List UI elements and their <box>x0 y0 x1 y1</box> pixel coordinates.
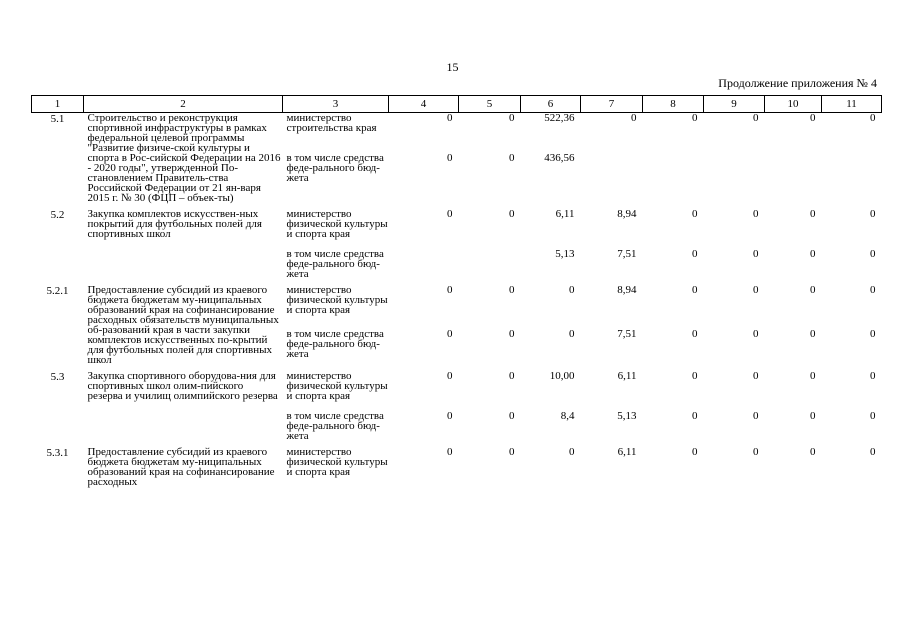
value-cell: 0 <box>509 446 515 458</box>
table-header-row <box>32 96 882 113</box>
column-header: 7 <box>581 96 643 113</box>
column-header: 10 <box>765 96 822 113</box>
value-cell: 0 <box>753 446 759 458</box>
value-cell: 0 <box>870 284 876 296</box>
table-body <box>32 113 882 488</box>
value-cell: 0 <box>810 208 816 220</box>
value-cell: 0 <box>753 410 759 422</box>
value-cell: 0 <box>810 370 816 382</box>
value-cell: 5,13 <box>617 410 637 422</box>
table-row <box>32 285 882 319</box>
value-cell: 0 <box>447 370 453 382</box>
column-header: 6 <box>521 96 581 113</box>
row-number: 5.3 <box>50 371 65 383</box>
row-number: 5.3.1 <box>46 447 69 459</box>
activity-name: Строительство и реконструкция спортивной инфраструктуры в рамках федеральной целевой программы "Развитие физиче-ской культуры и спорта в Рос-сийской Федерации на 2016 - 2020 годы", утвержденной По-становлением Правитель-ства Российской Федерации от 21 ян-варя 2015 г. № 30 (ФЦП – объек-ты) <box>87 112 281 204</box>
value-cell <box>765 143 822 203</box>
value-cell: 0 <box>870 112 876 124</box>
value-cell: 0 <box>509 328 515 341</box>
value-cell: 0 <box>447 112 453 124</box>
value-cell: 0 <box>509 370 515 382</box>
value-cell <box>459 239 521 279</box>
column-header: 5 <box>459 96 521 113</box>
value-cell: 0 <box>447 284 453 296</box>
value-cell: 0 <box>509 284 515 296</box>
value-cell: 0 <box>447 446 453 458</box>
value-cell: 436,56 <box>544 152 575 165</box>
value-cell: 0 <box>692 284 698 296</box>
value-cell: 8,4 <box>560 410 575 422</box>
value-cell: 8,94 <box>617 208 637 220</box>
value-cell: 0 <box>870 370 876 382</box>
value-cell: 522,36 <box>544 112 575 124</box>
executor-cell: министерство строительства края <box>286 112 377 134</box>
row-number: 5.2.1 <box>46 285 69 297</box>
value-cell: 0 <box>870 328 876 341</box>
column-header: 3 <box>283 96 389 113</box>
activity-name: Закупка спортивного оборудова-ния для спортивных школ олим-пийского резерва и училищ олимпийского резерва <box>87 370 278 402</box>
value-cell: 0 <box>753 328 759 341</box>
value-cell: 0 <box>692 370 698 382</box>
value-cell: 0 <box>753 248 759 260</box>
value-cell: 0 <box>692 248 698 260</box>
column-header: 11 <box>822 96 882 113</box>
value-cell <box>704 143 765 203</box>
page-number: 15 <box>446 60 459 74</box>
executor-cell: в том числе средства феде-рального бюд-жета <box>286 328 384 361</box>
value-cell: 10,00 <box>549 370 575 382</box>
value-cell: 0 <box>753 370 759 382</box>
value-cell: 0 <box>810 284 816 296</box>
value-cell: 0 <box>753 208 759 220</box>
value-cell: 0 <box>692 328 698 341</box>
value-cell: 8,94 <box>617 284 637 296</box>
value-cell: 7,51 <box>617 328 637 341</box>
value-cell: 0 <box>509 208 515 220</box>
value-cell: 0 <box>692 410 698 422</box>
table-row <box>32 113 882 144</box>
row-number: 5.2 <box>50 209 65 221</box>
column-header: 4 <box>389 96 459 113</box>
value-cell: 0 <box>810 248 816 260</box>
row-number: 5.1 <box>50 113 65 125</box>
value-cell: 0 <box>447 208 453 220</box>
column-header: 9 <box>704 96 765 113</box>
budget-table <box>31 95 882 487</box>
value-cell: 0 <box>692 208 698 220</box>
value-cell: 0 <box>810 410 816 422</box>
executor-cell: министерство физической культуры и спорта края <box>286 208 388 240</box>
column-header: 8 <box>643 96 704 113</box>
value-cell: 0 <box>753 284 759 296</box>
column-header: 1 <box>32 96 84 113</box>
table-row <box>32 371 882 401</box>
value-cell: 0 <box>509 410 515 422</box>
column-header: 2 <box>84 96 283 113</box>
value-cell <box>822 143 882 203</box>
value-cell <box>643 143 704 203</box>
value-cell: 0 <box>870 208 876 220</box>
executor-cell: в том числе средства феде-рального бюд-жета <box>286 248 384 280</box>
table-row <box>32 447 882 487</box>
activity-name: Предоставление субсидий из краевого бюджета бюджетам му-ниципальных образований края на софинансирование расходных <box>87 446 275 488</box>
value-cell: 0 <box>569 284 575 296</box>
value-cell: 0 <box>810 328 816 341</box>
value-cell: 0 <box>753 112 759 124</box>
value-cell: 6,11 <box>617 446 637 458</box>
table-row <box>32 209 882 239</box>
value-cell: 0 <box>509 152 515 165</box>
appendix-continuation-label: Продолжение приложения № 4 <box>718 76 877 90</box>
value-cell: 0 <box>870 248 876 260</box>
value-cell: 5,13 <box>555 248 575 260</box>
value-cell: 6,11 <box>617 370 637 382</box>
value-cell: 0 <box>447 152 453 165</box>
value-cell: 0 <box>447 328 453 341</box>
value-cell: 0 <box>631 112 637 124</box>
value-cell: 0 <box>692 446 698 458</box>
value-cell <box>389 239 459 279</box>
value-cell: 6,11 <box>555 208 575 220</box>
value-cell: 0 <box>870 410 876 422</box>
executor-cell: министерство физической культуры и спорта края <box>286 284 388 316</box>
value-cell: 0 <box>692 112 698 124</box>
value-cell: 0 <box>569 446 575 458</box>
executor-cell: в том числе средства феде-рального бюд-жета <box>286 410 384 442</box>
executor-cell: министерство физической культуры и спорта края <box>286 370 388 402</box>
executor-cell: в том числе средства феде-рального бюд-жета <box>286 152 384 185</box>
executor-cell: министерство физической культуры и спорта края <box>286 446 388 478</box>
value-cell: 0 <box>509 112 515 124</box>
value-cell: 0 <box>810 446 816 458</box>
value-cell: 0 <box>870 446 876 458</box>
value-cell: 0 <box>810 112 816 124</box>
activity-name: Предоставление субсидий из краевого бюджета бюджетам му-ниципальных образований края на софинансирование расходных обязательств муниципальных об-разований края в части закупки комплектов искусственных по-крытий для футбольных полей для спортивных школ <box>87 284 279 366</box>
value-cell: 0 <box>447 410 453 422</box>
value-cell: 7,51 <box>617 248 637 260</box>
value-cell: 0 <box>569 328 575 341</box>
value-cell <box>581 143 643 203</box>
activity-name: Закупка комплектов искусствен-ных покрытий для футбольных полей для спортивных школ <box>87 208 262 240</box>
